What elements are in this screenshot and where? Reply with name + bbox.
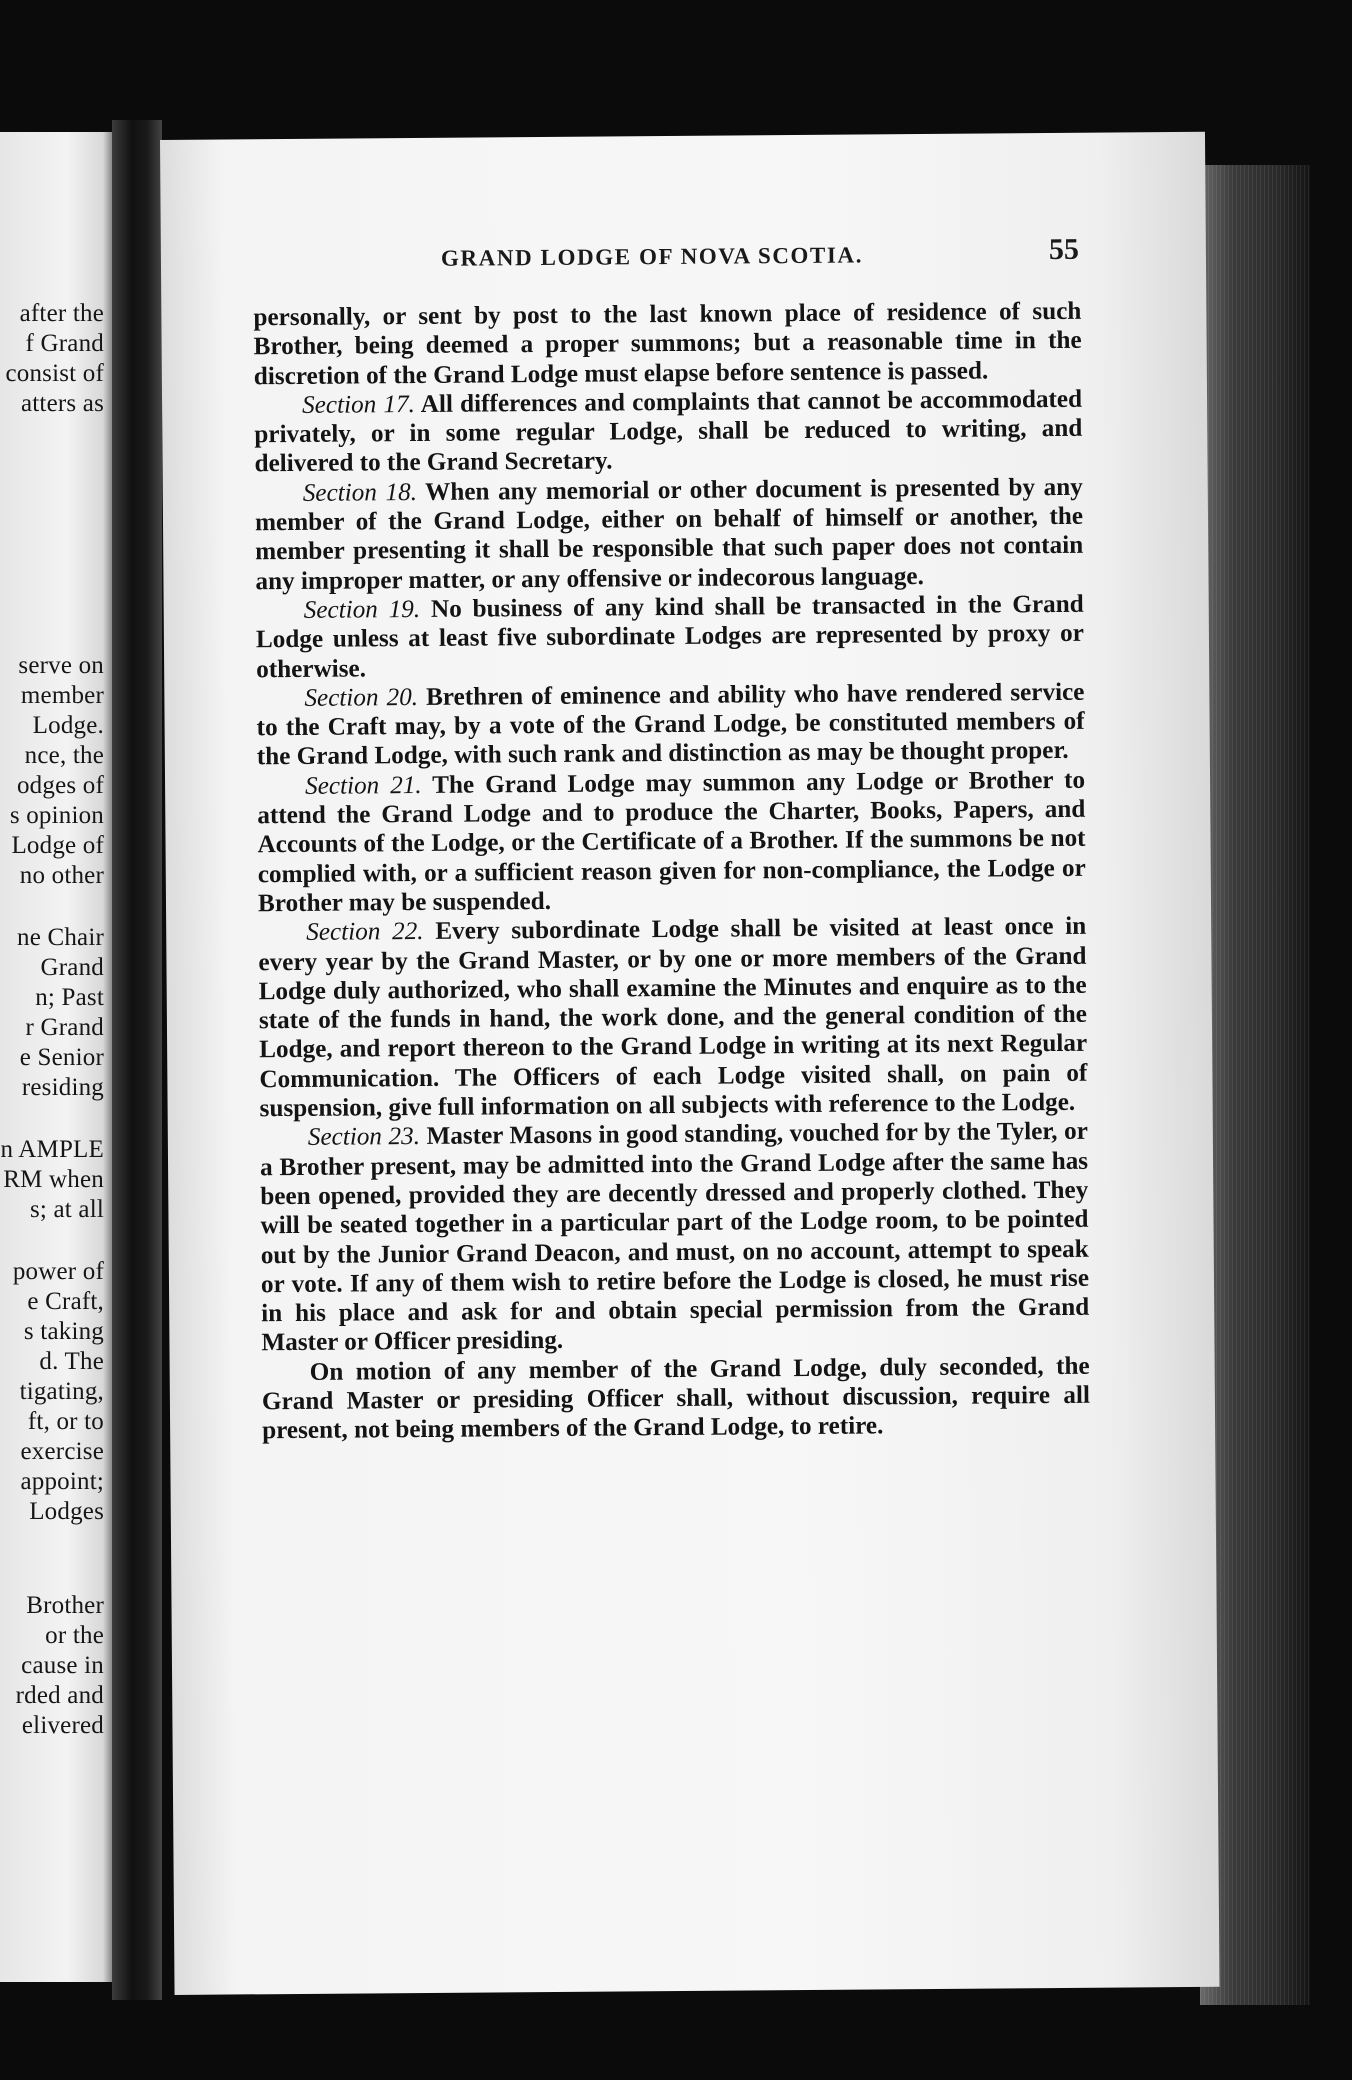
- section-label: Section 23.: [307, 1123, 421, 1152]
- section-label: Section 17.: [301, 390, 416, 419]
- page-number: 55: [1048, 232, 1080, 267]
- left-page-line: Lodge.: [32, 712, 104, 739]
- left-page-line: ne Chair: [17, 924, 104, 951]
- left-facing-page: [0, 132, 112, 1982]
- left-page-line: atters as: [20, 390, 104, 417]
- paragraph-text: Brethren of eminence and ability who have rendered service to the Craft may, by a vote of the Grand Lodge, be constituted members of the Grand Lodge, with such rank and distinction as may be thought proper.: [256, 678, 1085, 771]
- left-page-line: Lodges: [29, 1498, 104, 1525]
- left-page-line: after the: [19, 300, 104, 327]
- section-label: Section 19.: [303, 595, 421, 624]
- left-page-line: Lodge of: [11, 832, 104, 859]
- left-page-line: appoint;: [20, 1468, 104, 1495]
- left-page-line: residing: [21, 1074, 104, 1101]
- paragraph-text: The Grand Lodge may summon any Lodge or Brother to attend the Grand Lodge and to produce the Charter, Books, Papers, and Accounts of the Lodge, or the Certificate of a Brother. If the summons be not complied with, or a sufficient reason given for non-compliance, the Lodge or Brother may be suspended.: [257, 766, 1086, 918]
- left-page-line: s; at all: [29, 1196, 104, 1223]
- left-page-line: rded and: [15, 1682, 104, 1709]
- left-page-line: r Grand: [25, 1014, 104, 1041]
- left-page-line: Brother: [26, 1592, 104, 1619]
- left-page-line: e Craft,: [27, 1288, 104, 1315]
- left-page-line: or the: [45, 1622, 104, 1649]
- left-page-line: s taking: [23, 1318, 104, 1345]
- left-page-line: s opinion: [9, 802, 104, 829]
- left-page-line: consist of: [5, 360, 104, 387]
- left-page-line: f Grand: [25, 330, 104, 357]
- paragraph-text: Every subordinate Lodge shall be visited at least once in every year by the Grand Master, or by one or more members of the Grand Lodge duly authorized, who shall examine the Minutes and enquire as to the state of the funds in hand, the work done, and the general condition of the Lodge, and report thereon to the Grand Lodge in writing at its next Regular Communication. The Officers of each Lodge visited shall, on pain of suspension, give full information on all subjects with reference to the Lodge.: [258, 912, 1088, 1123]
- running-title: GRAND LODGE OF NOVA SCOTIA.: [440, 242, 864, 271]
- left-page-line: d. The: [39, 1348, 104, 1375]
- left-page-line: serve on: [18, 652, 104, 679]
- section-paragraph: [256, 678, 1085, 772]
- main-page: [160, 132, 1220, 1995]
- left-page-line: member: [20, 682, 104, 709]
- left-page-line: ft, or to: [27, 1408, 104, 1435]
- left-page-line: n AMPLE: [0, 1136, 104, 1163]
- page-body: [253, 297, 1090, 1446]
- left-page-line: RM when: [3, 1166, 104, 1193]
- section-label: Section 21.: [304, 771, 422, 800]
- left-page-line: odges of: [16, 772, 104, 799]
- section-paragraph: [254, 385, 1083, 479]
- left-page-line: tigating,: [19, 1378, 104, 1405]
- left-page-line: Grand: [40, 954, 104, 981]
- book-gutter: [112, 120, 162, 2000]
- left-page-line: power of: [12, 1258, 104, 1285]
- left-page-line: e Senior: [19, 1044, 104, 1071]
- section-paragraph: [260, 1117, 1090, 1358]
- left-page-line: no other: [19, 862, 104, 889]
- paragraph-text: No business of any kind shall be transacted in the Grand Lodge unless at least five subordinate Lodges are represented by proxy or otherwise.: [255, 590, 1085, 683]
- section-label: Section 18.: [302, 478, 418, 507]
- paragraph-text: personally, or sent by post to the last known place of residence of such Brother, being deemed a proper summons; but a reasonable time in the discretion of the Grand Lodge must elapse before sentence is passed.: [253, 297, 1082, 390]
- section-paragraph: [258, 912, 1088, 1124]
- section-label: Section 20.: [304, 683, 419, 712]
- left-page-line: exercise: [20, 1438, 104, 1465]
- paragraph: [253, 297, 1082, 391]
- paragraph-text: Master Masons in good standing, vouched for by the Tyler, or a Brother present, may be admitted into the Grand Lodge after the same has been opened, provided they are decently dressed and properly clothed. They will be seated together in a particular part of the Lodge room, to be pointed out by the Junior Grand Deacon, and must, on no account, attempt to speak or vote. If any of them wish to retire before the Lodge is closed, he must rise in his place and ask for and obtain special permission from the Grand Master or Officer presiding.: [259, 1118, 1090, 1357]
- left-page-line: nce, the: [24, 742, 104, 769]
- paragraph-text: When any memorial or other document is presented by any member of the Grand Lodge, either on behalf of himself or another, the member presenting it shall be responsible that such paper does not contain any improper matter, or any offensive or indecorous language.: [254, 473, 1084, 595]
- paragraph-text: All differences and complaints that cannot be accommodated privately, or in some regular Lodge, shall be reduced to writing, and delivered to the Grand Secretary.: [254, 385, 1083, 478]
- section-paragraph: [255, 473, 1084, 597]
- section-paragraph: [257, 766, 1086, 919]
- left-page-line: elivered: [21, 1712, 104, 1739]
- left-page-line: cause in: [21, 1652, 104, 1679]
- paragraph-text: On motion of any member of the Grand Lodge, duly seconded, the Grand Master or presiding Officer shall, without discussion, require all present, not being members of the Grand Lodge, to retire.: [261, 1352, 1090, 1445]
- section-label: Section 22.: [306, 918, 424, 947]
- left-page-line: n; Past: [35, 984, 104, 1011]
- section-paragraph: [256, 590, 1085, 684]
- paragraph: [262, 1351, 1091, 1445]
